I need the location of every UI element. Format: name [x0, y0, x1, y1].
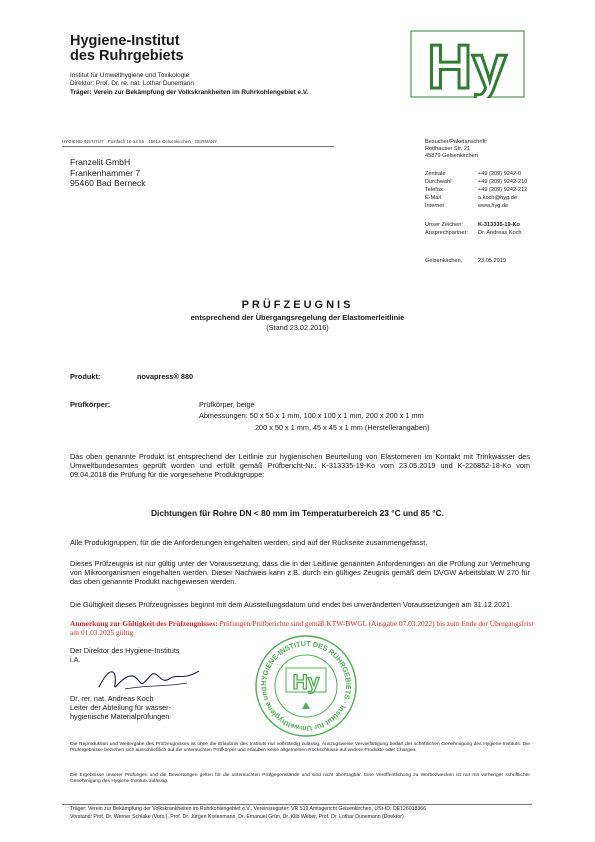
contact-value-0: +49 (209) 9242-0 — [478, 171, 522, 177]
hy-logo-icon — [410, 30, 525, 98]
specimen-label: Prüfkörper: — [70, 400, 111, 409]
contact-label-4: Internet — [425, 203, 444, 209]
contact-value-1: +49 (209) 9242-210 — [478, 179, 528, 185]
svg-text:HYGIENE-INSTITUT DES RUHRGEBIE: HYGIENE-INSTITUT DES RUHRGEBIETS · Institut für Umwelthygiene und — [258, 638, 354, 734]
signer-role-1: Leiter der Abteilung für wasser- — [70, 703, 171, 712]
specimen-line-1: Prüfkörper, beige — [199, 400, 255, 409]
recipient-street: Frankenhammer 7 — [70, 167, 141, 178]
reference-label: Unser Zeichen: — [425, 222, 463, 228]
visitor-street: Rotthauser Str. 21 — [425, 146, 471, 152]
product-label: Produkt: — [70, 372, 101, 381]
signer-role-2: hygienische Materialprüfungen — [70, 712, 170, 721]
svg-text:Hy: Hy — [292, 671, 320, 694]
validity-note: Anmerkung zur Gültigkeit des Prüfzeugnisses: Prüfungen/Prüfberichte sind gemäß KTW-BWGL (Ausgabe 07.03.2022) bis zum Ende der Übergangsfrist am 01.03.2025 gültig — [70, 619, 534, 638]
sign-ia: i.A. — [70, 655, 81, 664]
product-group: Dichtungen für Rohre DN < 80 mm im Temperaturbereich 23 °C und 85 °C. — [151, 508, 444, 518]
contact-value-2: +49 (209) 9242-212 — [478, 187, 528, 193]
institute-subtitle: Institut für Umwelthygiene und Toxikologie — [70, 72, 190, 79]
hy-logo — [410, 30, 525, 103]
institute-director: Direktor: Prof. Dr. re. nat. Lothar Dunemann — [70, 80, 194, 87]
visitor-heading: Besucher/Paketanschrift: — [425, 139, 488, 145]
footer-line-1: Träger: Verein zur Bekämpfung der Volkskrankheiten im Ruhrkohlengebiet e.V., Vereinsregister: VR 519 Amtsgericht Gelsenkirchen, USt-ID: DE126018366 — [70, 806, 427, 812]
paragraph-validity-period: Die Gültigkeit dieses Prüfzeugnisses beginnt mit dem Ausstellungsdatum und endet bei unveränderten Voraussetzungen am 31.12.2021. — [70, 600, 513, 609]
footer-divider — [62, 804, 532, 805]
contact-label-0: Zentrale — [425, 171, 446, 177]
paragraph-assessment: Das oben genannte Produkt ist entsprechend der Leitlinie zur hygienischen Beurteilung von Elastomeren im Kontakt mit Trinkwasser des Umweltbundesamtes geprüft worden und erfüllt gemäß Prüfbericht-Nr.: K-313335-19-Ko vom 23.05.2019 und K-226852-18-Ko vom 09.04.2018 die Prüfung für die vorgesehene Produktgruppe: — [70, 452, 530, 480]
sender-divider — [62, 146, 334, 147]
specimen-line-2: Abmessungen: 50 x 50 x 1 mm, 100 x 100 x 1 mm, 200 x 200 x 1 mm — [199, 411, 424, 420]
recipient-company: Franzelit GmbH — [70, 157, 131, 167]
small-print-1: Die Reproduktion und Weitergabe des Prüfzeugnisses ist ohne die Erlaubnis des Instituts nur vollständig zulässig. Auszugsweise Vervielfältigung bedarf der schriftlichen Genehmigung des Hygiene-Instituts. Die Prüfergebnisse beziehen sich ausschließlich auf die untersuchten Prüfkörper und erlauben keine allgemeinen Rückschlüsse auf andere Produkte oder Chargen. — [70, 742, 530, 754]
contact-label-1: DurchwahI — [425, 179, 452, 185]
sign-director: Der Direktor des Hygiene-Instituts — [70, 646, 180, 655]
partner-label: Ansprechpartner: — [425, 230, 468, 236]
document-title: PRÜFZEUGNIS — [241, 299, 354, 311]
document-subtitle: entsprechend der Übergangsregelung der Elastomerleitlinie — [190, 313, 405, 322]
stamp-seal-icon — [252, 632, 360, 740]
paragraph-validity-condition: Dieses Prüfzeugnis ist nur gültig unter der Voraussetzung, dass die in der Leitlinie genannten Anforderungen an die Prüfung zur Vermehrung von Mikroorganismen eingehalten werden. Dieser Nachweis kann z.B. durch ein gültiges Zeugnis gemäß dem DVGW Arbeitsblatt W 270 für das oben genannte Produkt nachgewiesen werden. — [70, 559, 530, 587]
official-stamp — [252, 632, 360, 745]
footer-line-2: Vorstand: Prof. Dr. Werner Schlake (Vors.), Prof. Dr. Jürgen Kistenmann, Dr. Emanuel Grün, Dr. Klib Weber, Prof. Dr. Lothar Dunemann (Direktor) — [70, 814, 404, 820]
partner-value: Dr. Andreas Koch — [478, 230, 522, 236]
recipient-address — [70, 157, 146, 189]
product-value: novapress® 880 — [137, 372, 194, 381]
contact-email-link[interactable]: a.koch@hyg.de — [478, 195, 517, 201]
visitor-city: 45879 Gelsenkirchen — [425, 153, 478, 159]
contact-website-link[interactable]: www.hyg.de — [478, 203, 509, 209]
paragraph-groups: Alle Produktgruppen, für die die Anforderungen eingehalten werden, sind auf der Rückseite zusammengefasst. — [70, 538, 428, 547]
issue-date: 23.05.2019 — [478, 258, 506, 264]
institute-name: Hygiene-Institut des Ruhrgebiets — [70, 33, 184, 64]
institute-carrier: Träger: Verein zur Bekämpfung der Volkskrankheiten im Ruhrkohlengebiet e.V. — [70, 89, 309, 96]
reference-value: K-313335-19-Ko — [478, 222, 520, 228]
small-print-2: Die Ergebnisse unserer Prüfungen und die Bewertungen gelten für die untersuchten Prüfgegenstände und sind nicht übertragbar. Eine Veröffentlichung zu Werbezwecken ist nur mit vorheriger schriftlicher Genehmigung des Hygiene-Instituts zulässig. — [70, 773, 530, 785]
contact-label-2: Telefax — [425, 187, 443, 193]
svg-text:Hy: Hy — [427, 33, 507, 98]
recipient-city: 95460 Bad Berneck — [70, 178, 146, 188]
place-label: Gelsenkirchen, — [425, 258, 463, 264]
contact-label-3: E-Mail — [425, 195, 441, 201]
signer-name: Dr. rer. nat. Andreas Koch — [70, 694, 154, 703]
specimen-line-3: 200 x 50 x 1 mm, 45 x 45 x 1 mm (Herstellerangaben) — [255, 423, 430, 432]
document-stand: (Stand 23.02.2016) — [266, 323, 329, 332]
sender-line: HYGIENE-INSTITUT · Postfach 10 12 55 · 45812 Gelsenkirchen · GERMANY — [62, 139, 218, 144]
signature-icon — [95, 663, 205, 695]
